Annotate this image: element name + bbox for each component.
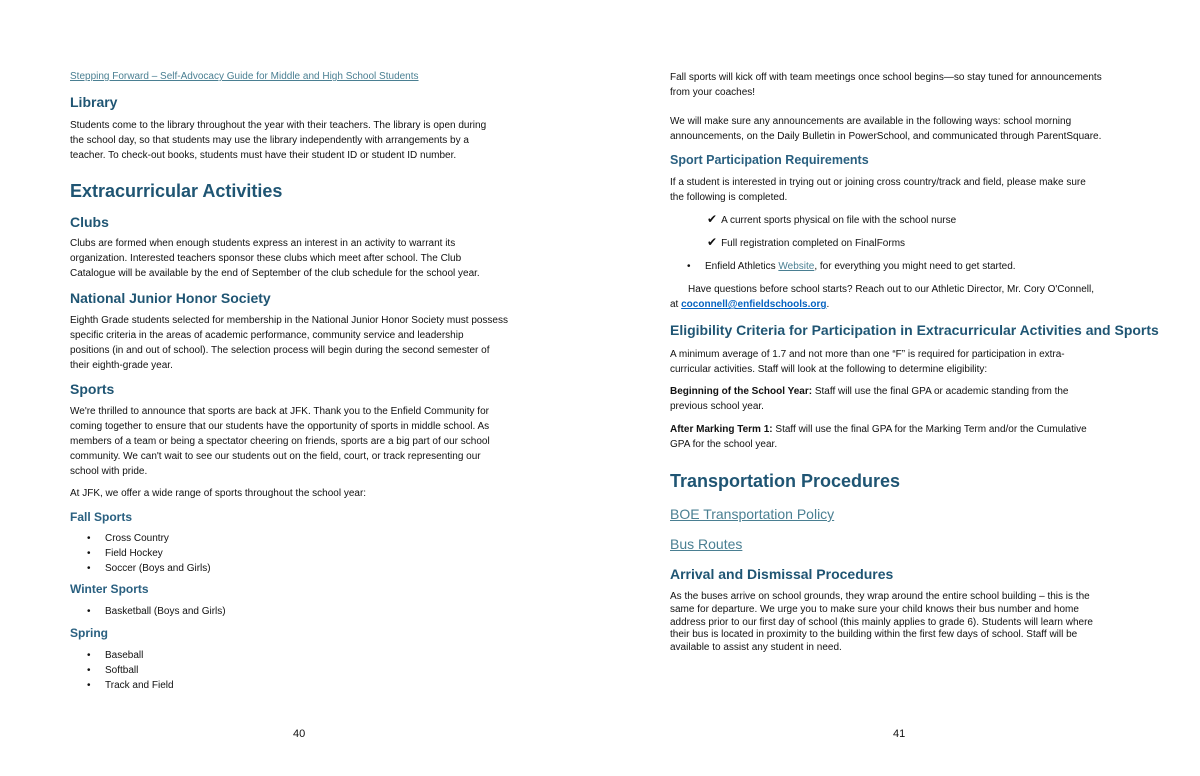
requirements-heading: Sport Participation Requirements (670, 153, 869, 167)
arrival-dismissal-heading: Arrival and Dismissal Procedures (670, 566, 894, 582)
text-line: Have questions before school starts? Reach out to our Athletic Director, Mr. Cory O'Connell, (688, 284, 1094, 295)
stepping-forward-link[interactable]: Stepping Forward – Self-Advocacy Guide for Middle and High School Students (70, 71, 419, 82)
checklist-item (707, 235, 905, 251)
rule-text: Staff will use the final GPA for the Marking Term and/or the Cumulative (772, 424, 1087, 435)
athletics-website-link[interactable]: Website (778, 261, 815, 272)
list-item: • Soccer (Boys and Girls) (70, 561, 211, 576)
requirements-paragraph (670, 175, 1086, 205)
sports-offer-text: At JFK, we offer a wide range of sports throughout the school year: (70, 488, 367, 499)
text-line: Students come to the library throughout the year with their teachers. The library is open during (70, 120, 487, 131)
text: . (826, 299, 830, 310)
page-number: 40 (293, 728, 306, 740)
text-line: positions (in and out of school). The selection process will begin during the second semester of (70, 345, 490, 356)
text: Enfield Athletics (705, 261, 779, 272)
list-item: • Field Hockey (70, 546, 163, 561)
sports-heading: Sports (70, 381, 115, 397)
text-line: As the buses arrive on school grounds, they wrap around the entire school building – this is the (670, 591, 1090, 602)
eligibility-paragraph (670, 347, 1065, 377)
text-line: available to assist any student in need. (670, 642, 842, 654)
checklist-text: A current sports physical on file with the school nurse (721, 215, 957, 226)
text-line: school with pride. (70, 466, 148, 477)
text-line: address prior to our first day of school (this mainly applies to grade 6). Students will learn where (670, 616, 1093, 628)
text: at (670, 299, 682, 310)
text-line: A minimum average of 1.7 and not more than one “F” is required for participation in extra- (670, 349, 1065, 360)
text-line: GPA for the school year. (670, 439, 778, 450)
text-line: the following is completed. (670, 192, 788, 203)
checkmark-icon: ✔ (707, 212, 718, 226)
text-line: specific criteria in the areas of academic performance, community service and leadership (70, 330, 464, 341)
transportation-heading: Transportation Procedures (670, 471, 901, 491)
text-line: Eighth Grade students selected for membership in the National Junior Honor Society must possess (70, 315, 508, 326)
text-line: previous school year. (670, 401, 764, 412)
text-line: organization. Interested teachers sponsor these clubs which meet after school. The Club (70, 253, 462, 264)
marking-term-rule (670, 422, 1087, 452)
winter-sports-heading: Winter Sports (70, 582, 149, 596)
text-line: members of a team or being a spectator cheering on friends, sports are a big part of our school (70, 436, 490, 447)
text-line: Catalogue will be available by the end of September of the club schedule for the school year. (70, 268, 480, 279)
text-line: Clubs are formed when enough students express an interest in an activity to warrant its (70, 238, 456, 249)
page-number: 41 (893, 728, 906, 740)
text-line: coming together to ensure that our students have the opportunity of sports in middle school. As (70, 421, 490, 432)
bus-routes-link[interactable]: Bus Routes (670, 536, 743, 552)
text-line: If a student is interested in trying out or joining cross country/track and field, please make sure (670, 177, 1086, 188)
eligibility-heading: Eligibility Criteria for Participation in Extracurricular Activities and Sports (670, 322, 1159, 338)
clubs-paragraph (70, 236, 480, 281)
fall-sports-heading: Fall Sports (70, 510, 133, 524)
arrival-paragraph (670, 591, 1093, 655)
email-link[interactable]: coconnell@enfieldschools.org (681, 299, 827, 310)
text-line: community. We can't wait to see our students out on the field, court, or track representing our (70, 451, 481, 462)
rule-text: Staff will use the final GPA or academic standing from the (812, 386, 1069, 397)
list-item (670, 259, 1016, 274)
text-line: same for departure. We urge you to make sure your child knows their bus number and home (670, 603, 1079, 615)
text-line: teacher. To check-out books, students must have their student ID or student ID number. (70, 150, 457, 161)
checklist-text: Full registration completed on FinalForms (721, 238, 906, 249)
checklist-item (707, 212, 956, 228)
list-item: • Basketball (Boys and Girls) (70, 604, 226, 619)
list-item: • Softball (70, 663, 138, 678)
spring-sports-heading: Spring (70, 626, 108, 640)
clubs-heading: Clubs (70, 214, 109, 230)
text-line: their eighth-grade year. (70, 360, 173, 371)
library-heading: Library (70, 94, 118, 110)
questions-paragraph (670, 282, 1094, 312)
text-line: the school day, so that students may use the library independently with arrangements by a (70, 135, 469, 146)
text-line: curricular activities. Staff will look at the following to determine eligibility: (670, 364, 988, 375)
njhs-heading: National Junior Honor Society (70, 290, 271, 306)
text: , for everything you might need to get started. (814, 261, 1016, 272)
rule-label: After Marking Term 1: (670, 424, 773, 435)
library-paragraph (70, 118, 486, 163)
text-line: from your coaches! (670, 87, 756, 98)
njhs-paragraph (70, 313, 508, 373)
text-line: their bus is located in proximity to the building within the first few days of school. Staff will be (670, 629, 1078, 641)
list-item: • Track and Field (70, 678, 174, 693)
text-line: We're thrilled to announce that sports are back at JFK. Thank you to the Enfield Community for (70, 406, 489, 417)
rule-label: Beginning of the School Year: (670, 386, 813, 397)
beginning-of-year-rule (670, 384, 1069, 414)
sports-paragraph (70, 404, 490, 479)
checkmark-icon: ✔ (707, 235, 718, 249)
text-line: We will make sure any announcements are available in the following ways: school morning (670, 116, 1072, 127)
list-item: • Cross Country (70, 531, 169, 546)
text-line (670, 297, 1094, 312)
fall-kickoff-paragraph (670, 70, 1102, 100)
extracurricular-heading: Extracurricular Activities (70, 181, 283, 201)
text-line: announcements, on the Daily Bulletin in PowerSchool, and communicated through ParentSquare. (670, 131, 1102, 142)
list-item: • Baseball (70, 648, 143, 663)
text-line: Fall sports will kick off with team meetings once school begins—so stay tuned for announcements (670, 72, 1102, 83)
boe-transportation-policy-link[interactable]: BOE Transportation Policy (670, 506, 835, 522)
announcements-paragraph (670, 114, 1101, 144)
